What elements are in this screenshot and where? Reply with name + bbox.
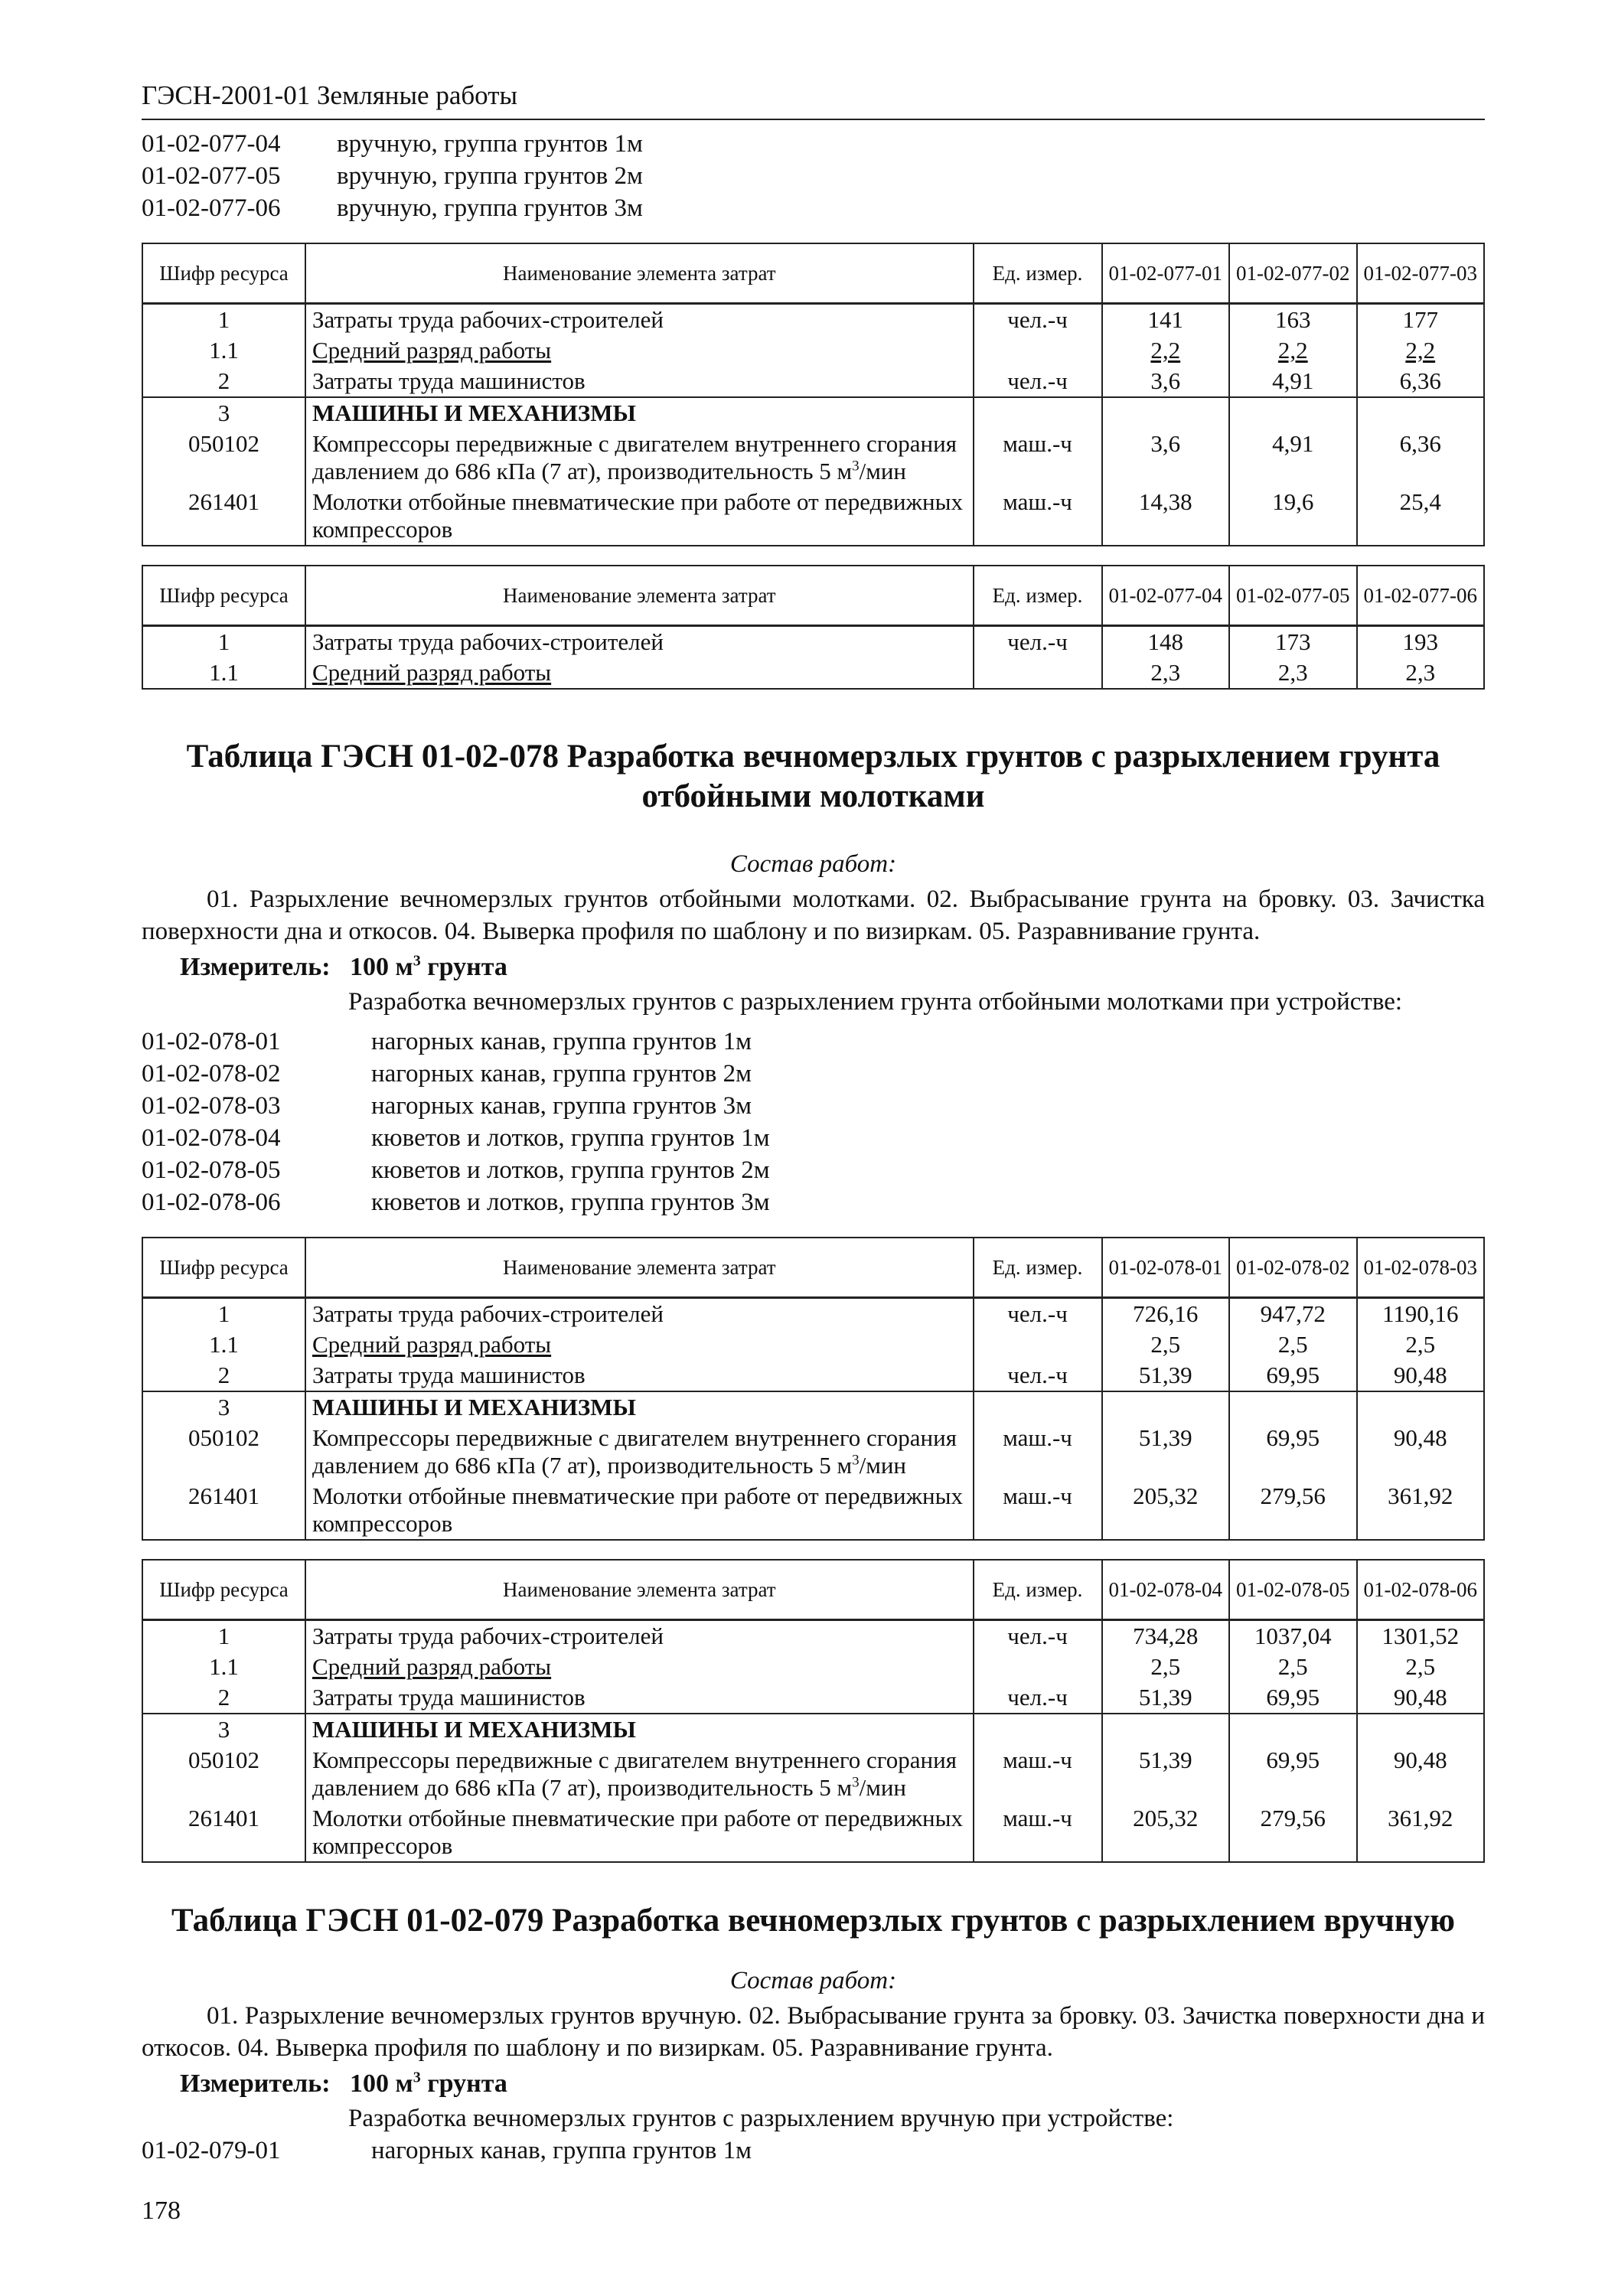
- table-row: [142, 1803, 1484, 1862]
- row-value: 2,5: [1229, 1652, 1356, 1682]
- row-value: 205,32: [1102, 1481, 1229, 1540]
- row-value: 141: [1102, 304, 1229, 336]
- col-header-norm: 01-02-077-05: [1229, 566, 1356, 626]
- code: 01-02-077-04: [142, 130, 281, 158]
- col-header-norm: 01-02-077-06: [1357, 566, 1484, 626]
- table-row: [142, 1620, 1484, 1652]
- measure-label: Измеритель:: [180, 953, 331, 981]
- superscript: 3: [413, 2069, 421, 2086]
- work-composition-text: 01. Разрыхление вечномерзлых грунтов вручную. 02. Выбрасывание грунта за бровку. 03. Зачистка поверхности дна и откосов. 04. Выверка профиля по шаблону и по визиркам. 05. Разравнивание грунта.: [142, 2002, 1485, 2062]
- row-value: 3,6: [1102, 429, 1229, 487]
- row-value: 6,36: [1357, 366, 1484, 397]
- code-row: [142, 1058, 1485, 1090]
- running-header: ГЭСН-2001-01 Земляные работы: [142, 80, 1485, 120]
- unit-suffix: /мин: [859, 1452, 907, 1479]
- row-value: 69,95: [1229, 1423, 1356, 1481]
- table-row: [142, 1391, 1484, 1423]
- table-row: [142, 626, 1484, 658]
- row-code: 050102: [142, 429, 305, 487]
- measure-unit-word: грунта: [427, 2069, 507, 2098]
- code-row: [142, 1026, 1485, 1058]
- section-title-078: Таблица ГЭСН 01-02-078 Разработка вечномерзлых грунтов с разрыхлением грунта отбойными молотками: [186, 739, 1440, 814]
- row-value: 177: [1357, 304, 1484, 336]
- row-name: Молотки отбойные пневматические при работе от передвижных компрессоров: [305, 487, 974, 546]
- row-value: 947,72: [1229, 1298, 1356, 1330]
- row-value: 163: [1229, 304, 1356, 336]
- unit-suffix: /мин: [859, 458, 907, 484]
- col-header-norm: 01-02-078-04: [1102, 1560, 1229, 1620]
- col-header-norm: 01-02-078-01: [1102, 1238, 1229, 1298]
- measure-unit: [142, 951, 1485, 984]
- row-name: Затраты труда рабочих-строителей: [305, 626, 974, 658]
- code: 01-02-077-05: [142, 162, 281, 190]
- col-header-norm: 01-02-077-03: [1357, 243, 1484, 304]
- section-intro: Разработка вечномерзлых грунтов с разрыхлением вручную при устройстве:: [348, 2105, 1174, 2132]
- row-name-text: Средний разряд работы: [312, 659, 552, 686]
- row-name-text: Средний разряд работы: [312, 1331, 552, 1358]
- row-value: 2,3: [1229, 657, 1356, 689]
- row-code: 1.1: [142, 335, 305, 366]
- code: 01-02-078-02: [142, 1060, 281, 1088]
- code-desc: нагорных канав, группа грунтов 1м: [371, 1028, 752, 1055]
- row-unit: чел.-ч: [974, 1682, 1102, 1714]
- row-code: 3: [142, 1714, 305, 1745]
- row-value: 361,92: [1357, 1803, 1484, 1862]
- code: 01-02-078-01: [142, 1028, 281, 1055]
- col-header-norm: 01-02-078-03: [1357, 1238, 1484, 1298]
- row-value: 4,91: [1229, 429, 1356, 487]
- row-unit: маш.-ч: [974, 1745, 1102, 1803]
- table-row: [142, 1329, 1484, 1360]
- row-name: Затраты труда машинистов: [305, 1682, 974, 1714]
- table-row: [142, 429, 1484, 487]
- section-intro: Разработка вечномерзлых грунтов с разрыхлением грунта отбойными молотками при устройстве:: [348, 988, 1403, 1016]
- code-desc: вручную, группа грунтов 3м: [337, 194, 643, 222]
- row-name: [305, 1745, 974, 1803]
- col-header-code: Шифр ресурса: [142, 1238, 305, 1298]
- row-unit: чел.-ч: [974, 304, 1102, 336]
- row-name-text: Средний разряд работы: [312, 337, 552, 364]
- row-name-text: Компрессоры передвижные с двигателем внутреннего сгорания давлением до 686 кПа (7 ат), производительность 5 м: [312, 1424, 957, 1479]
- code-desc: вручную, группа грунтов 1м: [337, 130, 643, 158]
- table-row: [142, 1652, 1484, 1682]
- code-desc: кюветов и лотков, группа грунтов 3м: [371, 1189, 770, 1216]
- table-row: [142, 1682, 1484, 1714]
- table-header-row: [142, 1560, 1484, 1620]
- work-composition-label: Состав работ:: [729, 1967, 897, 1994]
- table-row: [142, 1360, 1484, 1391]
- row-value: 51,39: [1102, 1682, 1229, 1714]
- col-header-name: Наименование элемента затрат: [305, 1560, 974, 1620]
- row-unit: [974, 1329, 1102, 1360]
- measure-value: 100 м: [350, 2069, 413, 2098]
- row-value: 2,3: [1357, 657, 1484, 689]
- row-code: 1: [142, 304, 305, 336]
- resource-table-078-04-06: [142, 1559, 1485, 1863]
- row-value: 2,3: [1102, 657, 1229, 689]
- row-name-heading: МАШИНЫ И МЕХАНИЗМЫ: [305, 1391, 974, 1423]
- row-unit: чел.-ч: [974, 1620, 1102, 1652]
- col-header-unit: Ед. измер.: [974, 566, 1102, 626]
- row-value: 25,4: [1357, 487, 1484, 546]
- row-value: 279,56: [1229, 1481, 1356, 1540]
- code: 01-02-077-06: [142, 194, 281, 222]
- row-value: 19,6: [1229, 487, 1356, 546]
- row-code: 1: [142, 1298, 305, 1330]
- table-row: [142, 1745, 1484, 1803]
- col-header-code: Шифр ресурса: [142, 1560, 305, 1620]
- row-unit: [974, 335, 1102, 366]
- table-row: [142, 487, 1484, 546]
- row-value: 69,95: [1229, 1682, 1356, 1714]
- code-desc: вручную, группа грунтов 2м: [337, 162, 643, 190]
- row-name: Молотки отбойные пневматические при работе от передвижных компрессоров: [305, 1481, 974, 1540]
- row-value: 51,39: [1102, 1360, 1229, 1391]
- row-name-heading: МАШИНЫ И МЕХАНИЗМЫ: [305, 397, 974, 429]
- row-name: [305, 1652, 974, 1682]
- code: 01-02-078-03: [142, 1092, 281, 1120]
- row-value: 2,5: [1357, 1652, 1484, 1682]
- col-header-norm: 01-02-077-04: [1102, 566, 1229, 626]
- row-name: Затраты труда рабочих-строителей: [305, 1620, 974, 1652]
- code: 01-02-078-04: [142, 1124, 281, 1152]
- row-code: 3: [142, 397, 305, 429]
- row-value: 51,39: [1102, 1423, 1229, 1481]
- row-value: 2,2: [1357, 335, 1484, 366]
- row-name: [305, 429, 974, 487]
- row-name-heading: МАШИНЫ И МЕХАНИЗМЫ: [305, 1714, 974, 1745]
- row-value: 14,38: [1102, 487, 1229, 546]
- row-code: 261401: [142, 487, 305, 546]
- row-value: 90,48: [1357, 1360, 1484, 1391]
- row-unit: [974, 1652, 1102, 1682]
- col-header-unit: Ед. измер.: [974, 1560, 1102, 1620]
- row-value: 361,92: [1357, 1481, 1484, 1540]
- row-unit: маш.-ч: [974, 1481, 1102, 1540]
- code-row: [142, 128, 1485, 160]
- row-name: Затраты труда машинистов: [305, 1360, 974, 1391]
- col-header-norm: 01-02-078-05: [1229, 1560, 1356, 1620]
- row-value: 2,2: [1102, 335, 1229, 366]
- table-row: [142, 1298, 1484, 1330]
- superscript: 3: [413, 952, 421, 970]
- row-value: 69,95: [1229, 1745, 1356, 1803]
- work-composition-label: Состав работ:: [729, 850, 897, 878]
- work-composition-text: 01. Разрыхление вечномерзлых грунтов отбойными молотками. 02. Выбрасывание грунта на бровку. 03. Зачистка поверхности дна и откосов. 04. Выверка профиля по шаблону и по визиркам. 05. Разравнивание грунта.: [142, 885, 1485, 945]
- col-header-unit: Ед. измер.: [974, 243, 1102, 304]
- code-list-079: [142, 2135, 1485, 2167]
- row-code: 1: [142, 626, 305, 658]
- row-value: 279,56: [1229, 1803, 1356, 1862]
- row-code: 1.1: [142, 1652, 305, 1682]
- table-row: [142, 657, 1484, 689]
- col-header-unit: Ед. измер.: [974, 1238, 1102, 1298]
- row-code: 3: [142, 1391, 305, 1423]
- table-row: [142, 397, 1484, 429]
- code-row: [142, 1186, 1485, 1218]
- page-number: 178: [142, 2197, 181, 2225]
- measure-unit-word: грунта: [427, 953, 507, 981]
- row-name: [305, 335, 974, 366]
- row-unit: маш.-ч: [974, 429, 1102, 487]
- row-value: 3,6: [1102, 366, 1229, 397]
- row-code: 050102: [142, 1423, 305, 1481]
- row-unit: чел.-ч: [974, 1298, 1102, 1330]
- row-value: 2,2: [1229, 335, 1356, 366]
- measure-value: 100 м: [350, 953, 413, 981]
- code-desc: кюветов и лотков, группа грунтов 2м: [371, 1156, 770, 1184]
- row-value: 726,16: [1102, 1298, 1229, 1330]
- code-row: [142, 192, 1485, 224]
- row-name-text: Компрессоры передвижные с двигателем внутреннего сгорания давлением до 686 кПа (7 ат), производительность 5 м: [312, 1746, 957, 1801]
- table-row: [142, 1423, 1484, 1481]
- code-row: [142, 1154, 1485, 1186]
- row-value: 1190,16: [1357, 1298, 1484, 1330]
- measure-unit: [142, 2067, 1485, 2101]
- row-name: [305, 1423, 974, 1481]
- row-unit: [974, 657, 1102, 689]
- superscript: 3: [852, 1774, 860, 1791]
- section-title-079: Таблица ГЭСН 01-02-079 Разработка вечномерзлых грунтов с разрыхлением вручную: [171, 1903, 1455, 1939]
- row-value: 193: [1357, 626, 1484, 658]
- col-header-name: Наименование элемента затрат: [305, 566, 974, 626]
- row-code: 2: [142, 1682, 305, 1714]
- row-code: 2: [142, 366, 305, 397]
- table-header-row: [142, 566, 1484, 626]
- code-row: [142, 1090, 1485, 1122]
- row-unit: маш.-ч: [974, 1803, 1102, 1862]
- row-value: 1037,04: [1229, 1620, 1356, 1652]
- row-value: 90,48: [1357, 1682, 1484, 1714]
- col-header-code: Шифр ресурса: [142, 243, 305, 304]
- row-unit: чел.-ч: [974, 366, 1102, 397]
- row-code: 050102: [142, 1745, 305, 1803]
- col-header-name: Наименование элемента затрат: [305, 243, 974, 304]
- row-code: 1.1: [142, 1329, 305, 1360]
- row-name: Затраты труда машинистов: [305, 366, 974, 397]
- row-value: 2,5: [1102, 1652, 1229, 1682]
- measure-label: Измеритель:: [180, 2069, 331, 2098]
- row-name: [305, 1329, 974, 1360]
- row-unit: маш.-ч: [974, 487, 1102, 546]
- col-header-norm: 01-02-077-01: [1102, 243, 1229, 304]
- row-unit: чел.-ч: [974, 1360, 1102, 1391]
- col-header-norm: 01-02-078-06: [1357, 1560, 1484, 1620]
- row-unit: маш.-ч: [974, 1423, 1102, 1481]
- row-value: 2,5: [1102, 1329, 1229, 1360]
- resource-table-077-04-06: [142, 565, 1485, 690]
- col-header-code: Шифр ресурса: [142, 566, 305, 626]
- code: 01-02-079-01: [142, 2137, 281, 2164]
- code-row: [142, 2135, 1485, 2167]
- table-row: [142, 1714, 1484, 1745]
- row-name: Молотки отбойные пневматические при работе от передвижных компрессоров: [305, 1803, 974, 1862]
- col-header-norm: 01-02-078-02: [1229, 1238, 1356, 1298]
- row-code: 261401: [142, 1803, 305, 1862]
- code-list-078: [142, 1026, 1485, 1218]
- code-desc: нагорных канав, группа грунтов 2м: [371, 1060, 752, 1088]
- table-row: [142, 335, 1484, 366]
- row-code: 261401: [142, 1481, 305, 1540]
- row-code: 2: [142, 1360, 305, 1391]
- resource-table-078-01-03: [142, 1237, 1485, 1541]
- superscript: 3: [852, 458, 860, 475]
- code-row: [142, 1122, 1485, 1154]
- table-header-row: [142, 243, 1484, 304]
- row-value: 90,48: [1357, 1423, 1484, 1481]
- code: 01-02-078-05: [142, 1156, 281, 1184]
- code: 01-02-078-06: [142, 1189, 281, 1216]
- table-row: [142, 1481, 1484, 1540]
- table-header-row: [142, 1238, 1484, 1298]
- row-value: 148: [1102, 626, 1229, 658]
- row-value: 173: [1229, 626, 1356, 658]
- row-value: 6,36: [1357, 429, 1484, 487]
- document-page: [142, 80, 1485, 2167]
- row-value: 90,48: [1357, 1745, 1484, 1803]
- row-value: 205,32: [1102, 1803, 1229, 1862]
- row-unit: чел.-ч: [974, 626, 1102, 658]
- superscript: 3: [852, 1452, 860, 1469]
- row-code: 1: [142, 1620, 305, 1652]
- row-name: [305, 657, 974, 689]
- row-value: 4,91: [1229, 366, 1356, 397]
- col-header-name: Наименование элемента затрат: [305, 1238, 974, 1298]
- resource-table-077-01-03: [142, 243, 1485, 546]
- unit-suffix: /мин: [859, 1774, 907, 1801]
- row-name: Затраты труда рабочих-строителей: [305, 1298, 974, 1330]
- code-row: [142, 160, 1485, 192]
- code-desc: кюветов и лотков, группа грунтов 1м: [371, 1124, 770, 1152]
- row-name: Затраты труда рабочих-строителей: [305, 304, 974, 336]
- row-value: 69,95: [1229, 1360, 1356, 1391]
- row-name-text: Компрессоры передвижные с двигателем внутреннего сгорания давлением до 686 кПа (7 ат), производительность 5 м: [312, 430, 957, 484]
- code-desc: нагорных канав, группа грунтов 1м: [371, 2137, 752, 2164]
- row-code: 1.1: [142, 657, 305, 689]
- row-value: 2,5: [1229, 1329, 1356, 1360]
- table-row: [142, 366, 1484, 397]
- col-header-norm: 01-02-077-02: [1229, 243, 1356, 304]
- row-value: 51,39: [1102, 1745, 1229, 1803]
- code-list-077: [142, 128, 1485, 224]
- row-value: 1301,52: [1357, 1620, 1484, 1652]
- row-value: 2,5: [1357, 1329, 1484, 1360]
- row-value: 734,28: [1102, 1620, 1229, 1652]
- row-name-text: Средний разряд работы: [312, 1653, 552, 1680]
- code-desc: нагорных канав, группа грунтов 3м: [371, 1092, 752, 1120]
- table-row: [142, 304, 1484, 336]
